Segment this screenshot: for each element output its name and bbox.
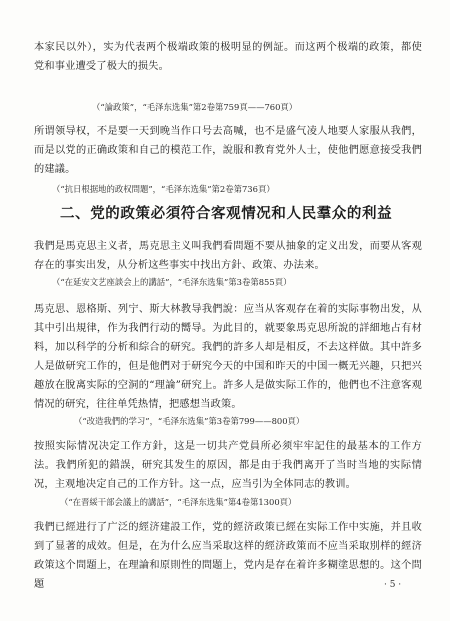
paragraph-1: 本家民以外），实为代表两个极端政策的极明显的例証。而这两个极端的政策，都使党和事业遭受了极大的损失。 [34, 42, 422, 72]
paragraph-5: 按照实际情况决定工作方針，这是一切共产党員所必须牢牢記住的最基本的工作方法。我們所犯的錯誤，研究其发生的原因，都是由于我們离开了当时当地的实际情况，主观地决定自己的工作方针。这一点，应当引为全体同志的教训。 [34, 441, 422, 490]
citation-5: （“在晋綏干部会議上的講話”，“毛泽东选集”第4卷第1300頁） [60, 497, 297, 507]
paragraph-3: 我們是馬克思主义者，馬克思主义叫我們看問題不要从抽象的定义出发，而要从客观存在的事实出发，从分析这些事实中找出方針、政策、办法来。 [34, 241, 422, 271]
citation-3: （“在延安文艺座談会上的講話”，“毛泽东选集”第3卷第855頁） [52, 277, 292, 287]
page-number: · 5 · [384, 580, 402, 590]
citation-2: （“抗日根据地的政权問題”，“毛泽东选集”第2卷第736頁） [52, 184, 275, 194]
citation-1: （“論政策”，“毛泽东选集”第2卷第759頁——760頁） [92, 102, 298, 112]
paragraph-6: 我們已經进行了广泛的經济建設工作，党的經济政策已經在实际工作中实施，并且收到了显著的成效。但是，在为什么应当采取这样的經济政策而不应当采取別样的經济政策这个問題上，在理論和原則性的問題上，党内是存在着许多糊塗思想的。这个問題 [34, 522, 422, 590]
paragraph-2: 所谓领导权，不是要一天到晚当作口号去高喊，也不是盛气凌人地要人家服从我們，而是以党的正确政策和自己的模范工作，說服和教育党外人士，使他們愿意接受我們的建議。 [34, 126, 422, 175]
paragraph-4: 馬克思、恩格斯、列宁、斯大林教导我們說：应当从客观存在着的实际事物出发，从其中引出規律，作为我們行动的嚮导。为此目的，就要象馬克思所說的詳細地占有材料，加以科学的分析和綜合的研究。我們的許多人却是相反，不去这样做。其中許多人是做研究工作的，但是他們对于研究今天的中国和昨天的中国一概无兴趣，只把兴趣放在脫离实际的空洞的“理論”研究上。許多人是做实际工作的，他們也不注意客观情况的研究，往往单凭热情，把感想当政策。 [34, 304, 422, 410]
section-heading: 二、党的政策必須符合客观情况和人民羣众的利益 [60, 206, 393, 222]
citation-4: （“改造我們的学习”，“毛泽东选集”第3卷第799——800頁） [74, 416, 305, 426]
